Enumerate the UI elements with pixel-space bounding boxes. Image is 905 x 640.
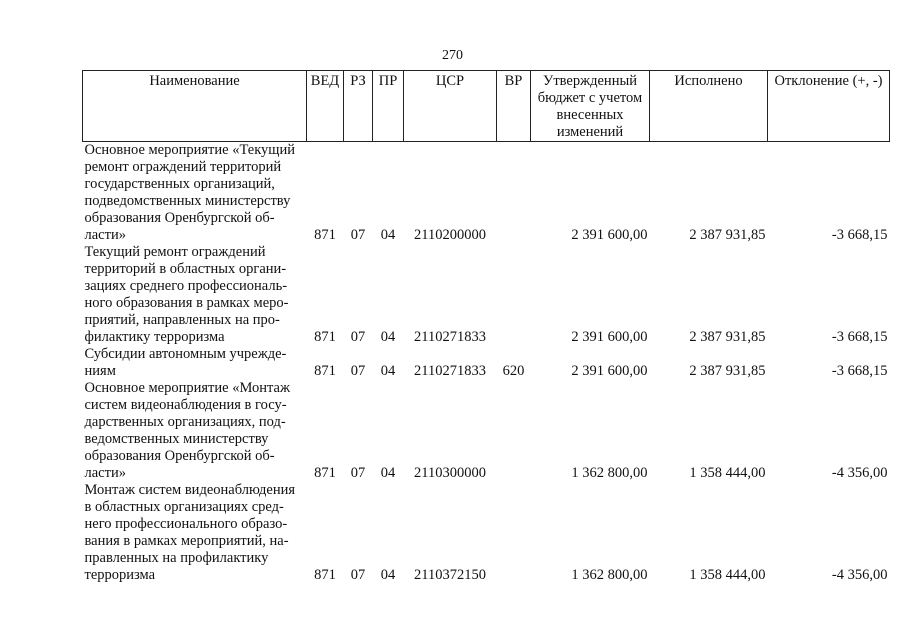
budget-table xyxy=(82,70,890,584)
row-name-line: Текущий ремонт ограждений xyxy=(84,244,266,260)
row-name-line: государственных организаций, xyxy=(84,176,275,192)
approved-amount-cell: 2 391 600,00 xyxy=(571,329,648,345)
vr-cell xyxy=(497,244,531,346)
row-name-line: образования Оренбургской об- xyxy=(84,210,275,226)
row-name-line: систем видеонаблюдения в госу- xyxy=(84,397,287,413)
deviation-amount-cell: -3 668,15 xyxy=(831,329,888,345)
table-row xyxy=(83,482,890,584)
deviation-amount-cell: -4 356,00 xyxy=(831,465,888,481)
row-name-cell xyxy=(83,482,307,584)
column-header-ved: ВЕД xyxy=(307,71,344,142)
row-name-line: Субсидии автономным учрежде- xyxy=(84,346,287,362)
column-header-rz: РЗ xyxy=(344,71,373,142)
ved-cell: 871 xyxy=(314,329,336,345)
row-name-line: ремонт ограждений территорий xyxy=(84,159,282,175)
csr-cell: 2110300000 xyxy=(414,465,486,481)
approved-amount-cell: 2 391 600,00 xyxy=(571,227,648,243)
pr-cell: 04 xyxy=(380,227,396,243)
row-name-line: ведомственных министерству xyxy=(84,431,269,447)
row-name-line: терроризма xyxy=(84,567,156,583)
column-header-executed: Исполнено xyxy=(650,71,768,142)
ved-cell: 871 xyxy=(314,363,336,379)
row-name-cell xyxy=(83,244,307,346)
row-name-line: вания в рамках мероприятий, на- xyxy=(84,533,289,549)
rz-cell: 07 xyxy=(350,329,366,345)
approved-amount-cell: 1 362 800,00 xyxy=(571,465,648,481)
row-name-line: территорий в областных органи- xyxy=(84,261,287,277)
row-name-line: ласти» xyxy=(84,465,126,481)
executed-amount-cell: 1 358 444,00 xyxy=(689,567,766,583)
executed-amount-cell: 2 387 931,85 xyxy=(689,227,766,243)
table-row xyxy=(83,142,890,245)
ved-cell: 871 xyxy=(314,227,336,243)
rz-cell: 07 xyxy=(350,363,366,379)
row-name-line: в областных организациях сред- xyxy=(84,499,284,515)
deviation-amount-cell: -4 356,00 xyxy=(831,567,888,583)
csr-cell: 2110271833 xyxy=(414,329,486,345)
column-header-name: Наименование xyxy=(83,71,307,142)
pr-cell: 04 xyxy=(380,329,396,345)
rz-cell: 07 xyxy=(350,227,366,243)
column-header-deviation: Отклонение (+, -) xyxy=(768,71,890,142)
row-name-line: правленных на профилактику xyxy=(84,550,269,566)
row-name-line: образования Оренбургской об- xyxy=(84,448,275,464)
column-header-csr: ЦСР xyxy=(404,71,497,142)
table-body xyxy=(83,142,890,585)
row-name-cell xyxy=(83,380,307,482)
column-header-approved: Утвержденный бюджет с учетом внесенных изменений xyxy=(531,71,650,142)
vr-cell xyxy=(497,380,531,482)
csr-cell: 2110271833 xyxy=(414,363,486,379)
column-header-pr: ПР xyxy=(373,71,404,142)
pr-cell: 04 xyxy=(380,567,396,583)
row-name-line: дарственных организациях, под- xyxy=(84,414,286,430)
ved-cell: 871 xyxy=(314,465,336,481)
row-name-line: Основное мероприятие «Монтаж xyxy=(84,380,290,396)
row-name-cell xyxy=(83,142,307,245)
approved-amount-cell: 1 362 800,00 xyxy=(571,567,648,583)
pr-cell: 04 xyxy=(380,363,396,379)
row-name-line: приятий, направленных на про- xyxy=(84,312,280,328)
approved-amount-cell: 2 391 600,00 xyxy=(571,363,648,379)
vr-cell: 620 xyxy=(502,363,525,379)
csr-cell: 2110200000 xyxy=(414,227,486,243)
row-name-line: ного образования в рамках меро- xyxy=(84,295,289,311)
table-row xyxy=(83,244,890,346)
ved-cell: 871 xyxy=(314,567,336,583)
row-name-line: Основное мероприятие «Текущий xyxy=(84,142,295,158)
rz-cell: 07 xyxy=(350,567,366,583)
row-name-line: зациях среднего профессиональ- xyxy=(84,278,288,294)
page-number: 270 xyxy=(442,48,463,63)
executed-amount-cell: 2 387 931,85 xyxy=(689,363,766,379)
row-name-line: подведомственных министерству xyxy=(84,193,291,209)
row-name-line: Монтаж систем видеонаблюдения xyxy=(84,482,296,498)
pr-cell: 04 xyxy=(380,465,396,481)
row-name-line: ласти» xyxy=(84,227,126,243)
column-header-vr: ВР xyxy=(497,71,531,142)
row-name-cell xyxy=(83,346,307,380)
row-name-line: него профессионального образо- xyxy=(84,516,288,532)
deviation-amount-cell: -3 668,15 xyxy=(831,227,888,243)
table-header xyxy=(83,71,890,142)
vr-cell xyxy=(497,482,531,584)
row-name-line: филактику терроризма xyxy=(84,329,225,345)
csr-cell: 2110372150 xyxy=(414,567,486,583)
vr-cell xyxy=(497,142,531,245)
executed-amount-cell: 2 387 931,85 xyxy=(689,329,766,345)
table-row xyxy=(83,346,890,380)
rz-cell: 07 xyxy=(350,465,366,481)
executed-amount-cell: 1 358 444,00 xyxy=(689,465,766,481)
deviation-amount-cell: -3 668,15 xyxy=(831,363,888,379)
row-name-line: ниям xyxy=(84,363,116,379)
table-row xyxy=(83,380,890,482)
